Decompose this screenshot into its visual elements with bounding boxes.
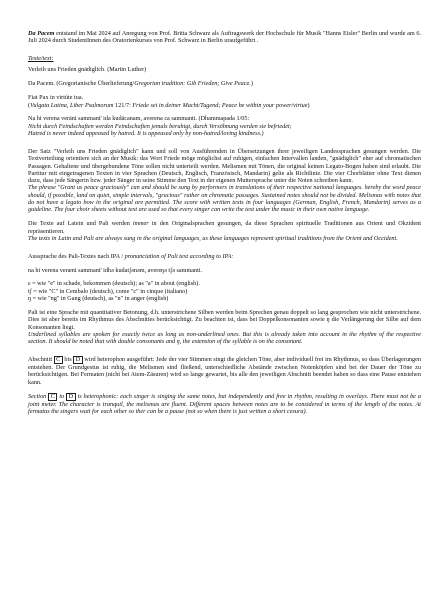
rehearsal-mark-d: D [73,356,82,364]
ipa-item: ɛ = wie "e" in schade, bekommen (deutsch); as "a" in about (english). [28,280,200,288]
para-pali-de: Pali ist eine Sprache mit quantitativer Betonung, d.h. unterstrichene Silben werden beim Sprechen genau doppelt so lang gesprochen wie nicht unterstrichene. Dies ist aber bereits im Rhythmus des Abschnittes berücksichtigt. Zu beachten ist, dass bei Doppelkonsonanten sowie ŋ die Verlängerung der Silbe auf dem Konsonanten liegt. [28,308,421,331]
para-languages-en: The texts in Latin and Pali are always sung in the original languages, as these languages represent spiritual traditions from the Orient and Occident. [28,234,398,242]
text-vulgata-line2: (Vulgata Latina, Liber Psalmorum 121/7: Friede sei in deiner Macht/Tugend; Peace be within your power/virtue) [28,101,310,109]
rehearsal-mark-d: D [66,393,75,401]
ipa-line: na hi verena veræni sammant' idhə kudatʃənəm, avereŋə tʃə sammanti. [28,266,203,274]
para-setting-de: Der Satz "Verleih uns Frieden gnädiglich" kann und soll von Ausführenden in Übersetzungen ihrer jeweiligen Landessprachen gesungen werden. Die Textverteilung orientiere sich an der Musik: das Wort Friede möge möglichst auf ruhigen, einfachen Intervallen landen, "gnädiglich" eher auf chromatischen Passagen. Gehaltene und übergebundene Töne sollen nicht unterteilt werden. Melismen mit Tönen, die original keinen Legato-Bogen haben sind erlaubt. Die Partitur mit eingetragenen Texten in vier Sprachen (Deutsch, Englisch, Französisch, Mandarin) gelte als Richtlinie. Die vier Chorblätter ohne Text dienen dazu, dass jede Sängerin bzw. jeder Sänger in seine Stimme den Text in der eigenen Muttersprache unter die Noten schreiben kann. [28,147,421,185]
text-dhammapada-line2: Nicht durch Feindschaften werden Feindschaften jemals beruhigt, durch Versöhnung werden sie befriedet; [28,122,292,130]
section-de: Abschnitt C bis D wird heterophon ausgeführt: Jede der vier Stimmen singt die gleichen Töne, aber individuell frei im Rhythmus, so dass Überlagerungen entstehen. Der Grundgestus ist ruhig, die Melismen sind fließend, unterschiedliche Abstände zwischen Notenköpfen sind bei der Dauer der Töne zu berücksichtigen. Bei Fermaten (nicht bei Atem-Zäsuren) wird so lange gewartet, bis alle den jeweiligen Abschnitt beendet haben so dass eine Pause entstehen kann. [28,356,421,386]
para-pali-en: Underlined syllables are spoken for exactly twice as long as non-underlined ones. But this is already taken into account in the rhythm of the respective section. It should be noted that with double consonants and ŋ, the extension of the syllable is on the consonant. [28,330,421,346]
pronunciation-heading: Aussprache des Pali-Textes nach IPA / pronunciation of Pali text according to IPA: [28,252,234,260]
section-en: Section C to D is heterophonic: each singer is singing the same notes, but independently and free in rhythm, resulting in overlays. There must not be a joint meter. The character is tranquil, the melismas are fluent. Different spaces between notes are to be considered in terms of the length of the notes. At fermatas the singers wait for each other so ther can be a pause (not so when there is just written a short cesura). [28,392,421,415]
rehearsal-mark-c: C [54,356,63,364]
para-setting-en: The phrase "Grant us peace graciously" can and should be sung by performers in translations of their respective national languages. hereby the word peace should, if possible, land on quiet, simple intervals, "gracious" rather on chromatic passages. Sustained notes should not be divided. Melismas with notes that do not have a legato bow in the original are permitted. The score with written texts in four languages (German, English, French, Mandarin) serves as a guideline. The four choir sheets without text are used so that every singer can write the text under the music in their own native language. [28,184,421,214]
ipa-item: ŋ = wie "ng" in Gang (deutsch), as "n" in anger (english) [28,295,169,303]
text-vulgata-line1: Fiat Pax in virtúte tua. [28,94,84,102]
ipa-item: tʃ = wie "C" in Cembalo (deutsch), come "c" in cinque (italiano) [28,287,188,295]
text-dhammapada-line1: Na hi verena verāni sammant' ida kudācanam, averena ca sammanti. (Dhammapada 1/05: [28,115,250,123]
document-page [28,30,421,415]
intro-paragraph [28,30,421,45]
para-languages-de: Die Texte auf Latein und Pali werden immer in den Originalsprachen gesungen, da diese Sprachen spirituelle Traditionen aus Orient und Okzident repräsentieren. [28,220,421,235]
texts-heading: Texte/text: [28,55,54,63]
intro-text: entstand im Mai 2024 auf Anregung von Prof. Britta Schwarz als Auftragswerk der Hochschule für Musik "Hanns Eisler" Berlin und wurde am 6. Juli 2024 durch StudentInnen des Oratorienkurses von Prof. Schwarz in Berlin uraufgeführt . [28,30,421,45]
rehearsal-mark-c: C [48,393,57,401]
text-dhammapada-line3: Hatred is never indeed appeased by hatred. It is appeased only by non-hatred/loving kindness.) [28,130,264,138]
work-title: Da Pacem [28,30,55,37]
text-gregorian: Da Pacem. (Gregorianische Überlieferung/Gregorian tradition: Gib Frieden; Give Peace.) [28,80,253,88]
text-luther: Verleih uns Frieden gnädiglich. (Martin Luther) [28,66,147,74]
